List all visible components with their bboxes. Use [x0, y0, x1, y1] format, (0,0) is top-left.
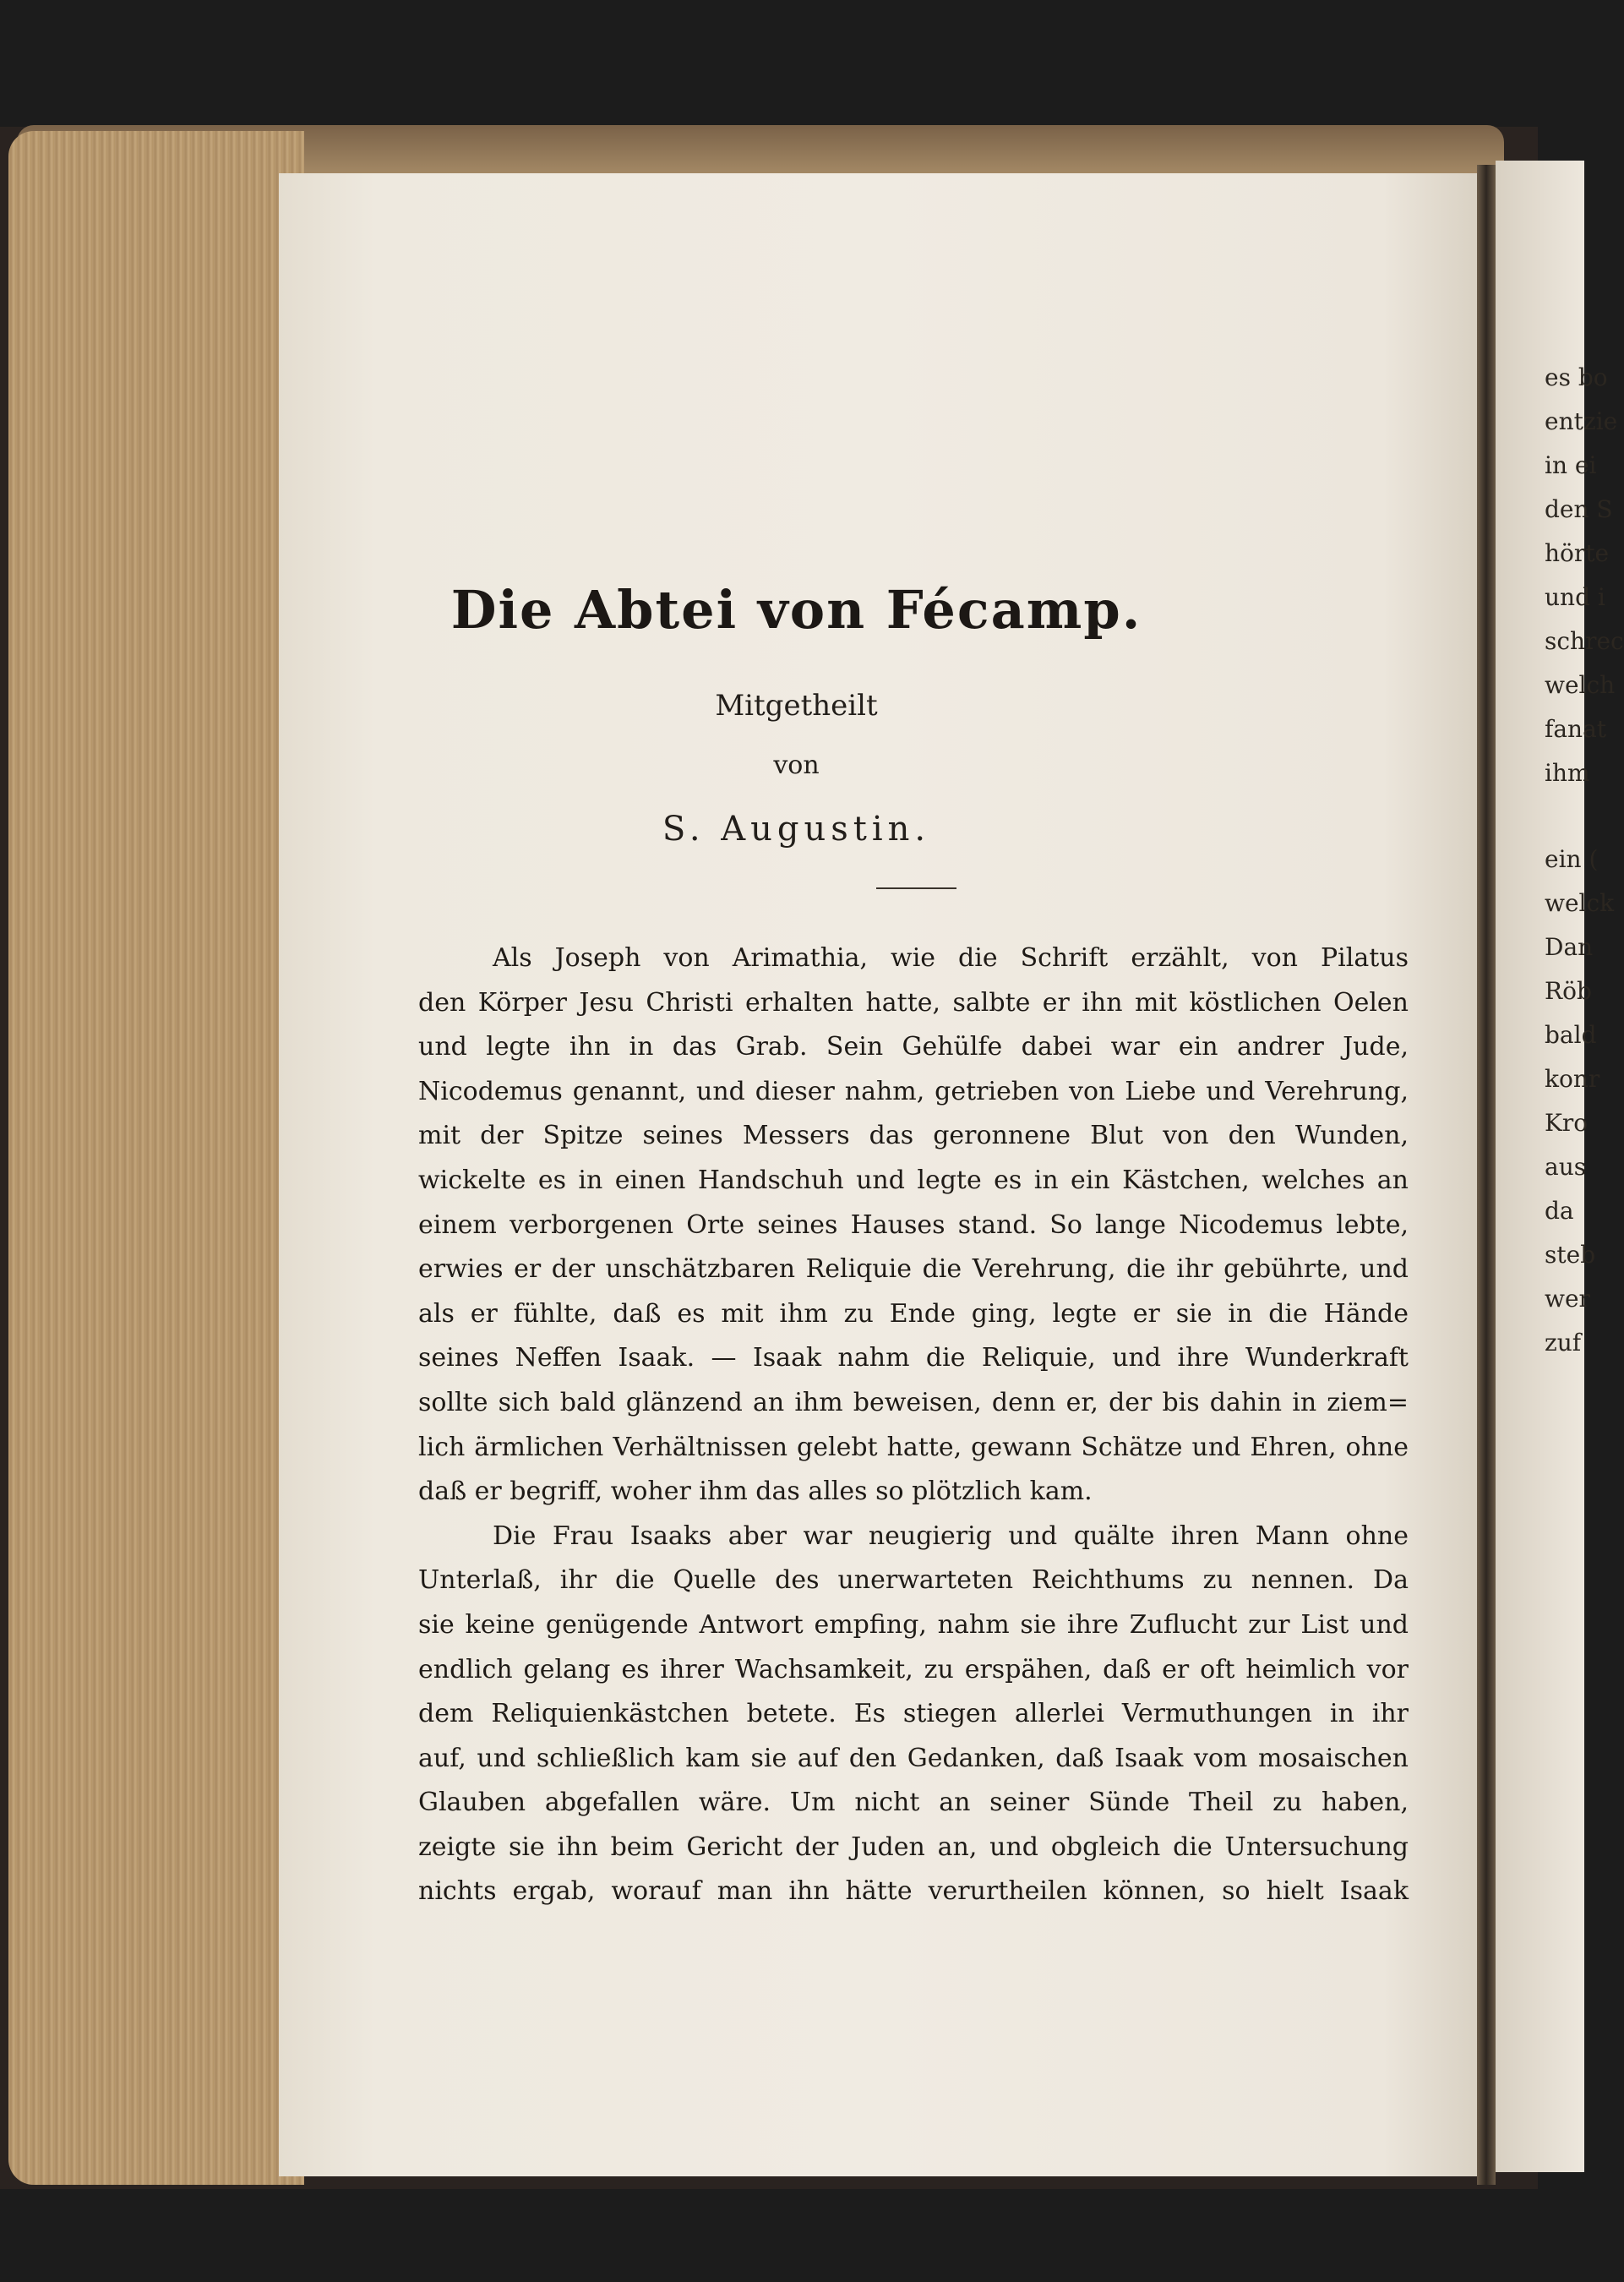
- text-line: dem Reliquienkästchen betete. Es stiegen allerlei Vermuthungen in ihr: [418, 1699, 1409, 1729]
- facing-page-word: welck: [1545, 889, 1615, 917]
- facing-page-word: in ei: [1545, 451, 1597, 479]
- text-line: mit der Spitze seines Messers das geronnene Blut von den Wunden,: [418, 1121, 1409, 1151]
- book-gutter: [1477, 165, 1496, 2185]
- text-line: nichts ergab, worauf man ihn hätte verurtheilen können, so hielt Isaak: [418, 1876, 1409, 1907]
- facing-page-fragment: [1496, 161, 1624, 2172]
- article-title: Die Abtei von Fécamp.: [450, 579, 1142, 641]
- facing-page-word: hörte: [1545, 539, 1610, 567]
- facing-page-word: und i: [1545, 583, 1605, 611]
- text-line: wickelte es in einen Handschuh und legte es in ein Kästchen, welches an: [418, 1165, 1409, 1195]
- text-line: lich ärmlichen Verhältnissen gelebt hatte, gewann Schätze und Ehren, ohne: [418, 1432, 1409, 1462]
- article-body: [418, 936, 1409, 1914]
- facing-page-word: ein (: [1545, 845, 1599, 873]
- text-line: erwies er der unschätzbaren Reliquie die Verehrung, die ihr gebührte, und: [418, 1254, 1409, 1285]
- article-byline-prefix: von: [773, 751, 820, 780]
- text-line: Glauben abgefallen wäre. Um nicht an seiner Sünde Theil zu haben,: [418, 1788, 1409, 1818]
- text-line: Unterlaß, ihr die Quelle des unerwarteten Reichthums zu nennen. Da: [418, 1565, 1409, 1596]
- article-subtitle: Mitgetheilt: [715, 689, 878, 723]
- article-author: S. Augustin.: [662, 810, 931, 849]
- facing-page-word: Kro: [1545, 1109, 1589, 1137]
- facing-page-word: Röb: [1545, 977, 1592, 1005]
- facing-page-word: steb: [1545, 1241, 1596, 1269]
- text-line: sie keine genügende Antwort empfing, nahm sie ihre Zuflucht zur List und: [418, 1609, 1409, 1640]
- facing-page-word: es bo: [1545, 363, 1608, 391]
- text-line: endlich gelang es ihrer Wachsamkeit, zu erspähen, daß er oft heimlich vor: [418, 1654, 1409, 1684]
- facing-page-word: Dan: [1545, 933, 1594, 961]
- facing-page-word: zuf: [1545, 1329, 1582, 1357]
- text-line: daß er begriff, woher ihm das alles so plötzlich kam.: [418, 1477, 1093, 1507]
- text-line: Die Frau Isaaks aber war neugierig und quälte ihren Mann ohne: [493, 1520, 1409, 1551]
- text-line: sollte sich bald glänzend an ihm beweisen, denn er, der bis dahin in ziem=: [418, 1387, 1409, 1417]
- facing-page-word: bald: [1545, 1021, 1597, 1049]
- text-line: Nicodemus genannt, und dieser nahm, getrieben von Liebe und Verehrung,: [418, 1076, 1409, 1106]
- title-divider: [876, 887, 956, 889]
- page-block-edge: [8, 131, 304, 2185]
- facing-page-word: ihm: [1545, 759, 1590, 787]
- facing-page-word: den S: [1545, 495, 1613, 523]
- text-line: und legte ihn in das Grab. Sein Gehülfe dabei war ein andrer Jude,: [418, 1032, 1409, 1062]
- facing-page-word: fanat: [1545, 715, 1607, 743]
- text-line: als er fühlte, daß es mit ihm zu Ende ging, legte er sie in die Hände: [418, 1298, 1409, 1329]
- facing-page-word: schrec: [1545, 627, 1624, 655]
- facing-page-word: wer: [1545, 1285, 1590, 1313]
- text-line: seines Neffen Isaak. — Isaak nahm die Reliquie, und ihre Wunderkraft: [418, 1343, 1409, 1373]
- facing-page-word: aus: [1545, 1153, 1587, 1181]
- facing-page-word: welch: [1545, 671, 1616, 699]
- text-line: zeigte sie ihn beim Gericht der Juden an, und obgleich die Untersuchung: [418, 1832, 1409, 1862]
- facing-page-word: entzie: [1545, 407, 1618, 435]
- facing-page-word: da: [1545, 1197, 1574, 1225]
- text-line: den Körper Jesu Christi erhalten hatte, salbte er ihn mit köstlichen Oelen: [418, 987, 1409, 1018]
- text-line: auf, und schließlich kam sie auf den Gedanken, daß Isaak vom mosaischen: [418, 1743, 1409, 1773]
- text-line: einem verborgenen Orte seines Hauses stand. So lange Nicodemus lebte,: [418, 1209, 1409, 1240]
- facing-page-word: konr: [1545, 1065, 1600, 1093]
- text-line: Als Joseph von Arimathia, wie die Schrift erzählt, von Pilatus: [493, 943, 1409, 973]
